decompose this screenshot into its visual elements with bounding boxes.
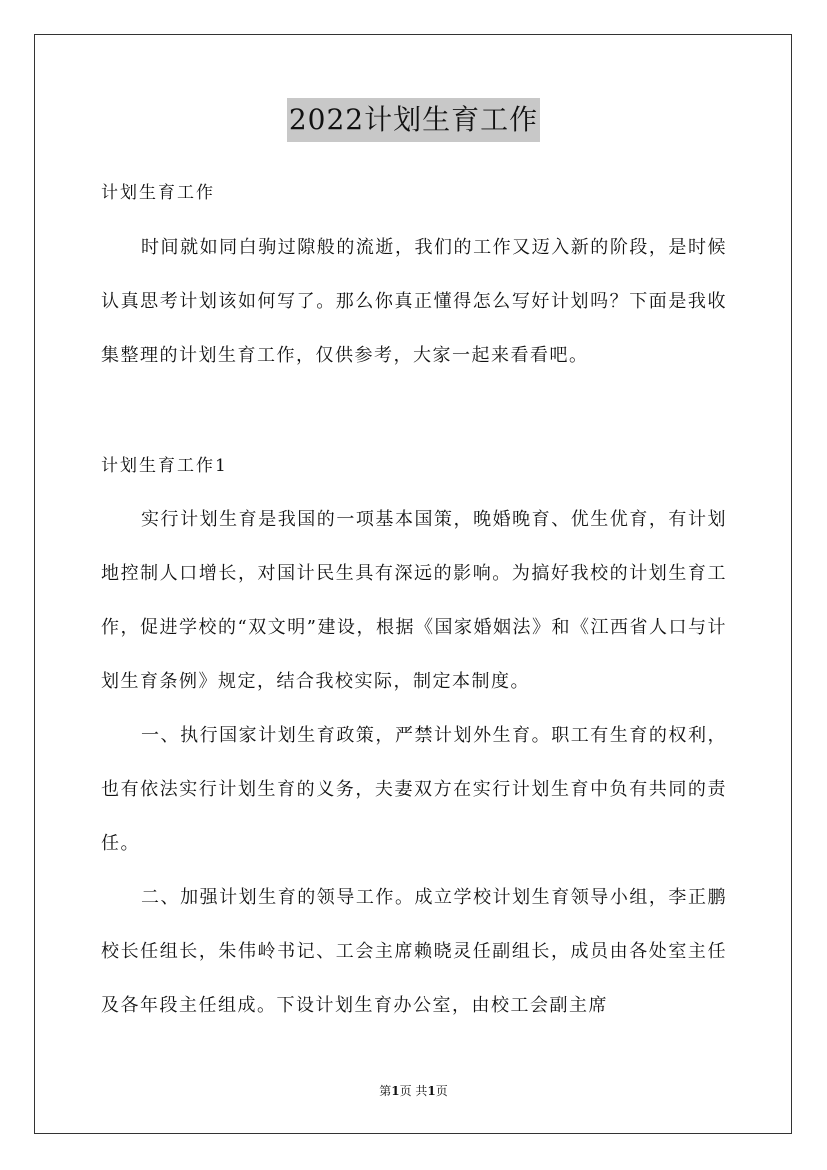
footer-page-number: 1	[391, 1084, 400, 1098]
footer-suffix: 页	[435, 1084, 448, 1098]
body-paragraph: 二、加强计划生育的领导工作。成立学校计划生育领导小组，李正鹏校长任组长，朱伟岭书记、工会主席赖晓灵任副组长，成员由各处室主任及各年段主任组成。下设计划生育办公室，由校工会副主席	[101, 887, 727, 1016]
page-footer	[0, 1083, 827, 1099]
footer-prefix: 第	[379, 1084, 392, 1098]
section-heading-1: 计划生育工作1	[101, 456, 228, 476]
body-paragraph: 实行计划生育是我国的一项基本国策，晚婚晚育、优生优育，有计划地控制人口增长，对国计民生具有深远的影响。为搞好我校的计划生育工作，促进学校的“双文明”建设，根据《国家婚姻法》和《江西省人口与计划生育条例》规定，结合我校实际，制定本制度。	[101, 509, 727, 692]
document-title: 2022计划生育工作	[287, 98, 540, 142]
footer-mid: 页 共	[399, 1084, 428, 1098]
section-heading: 计划生育工作	[101, 183, 215, 203]
title-wrap	[0, 98, 827, 142]
body-paragraph: 一、执行国家计划生育政策，严禁计划外生育。职工有生育的权利，也有依法实行计划生育的义务，夫妻双方在实行计划生育中负有共同的责任。	[101, 725, 727, 854]
intro-paragraph: 时间就如同白驹过隙般的流逝，我们的工作又迈入新的阶段，是时候认真思考计划该如何写了。那么你真正懂得怎么写好计划吗？下面是我收集整理的计划生育工作，仅供参考，大家一起来看看吧。	[101, 237, 727, 366]
footer-page-total: 1	[427, 1084, 436, 1098]
